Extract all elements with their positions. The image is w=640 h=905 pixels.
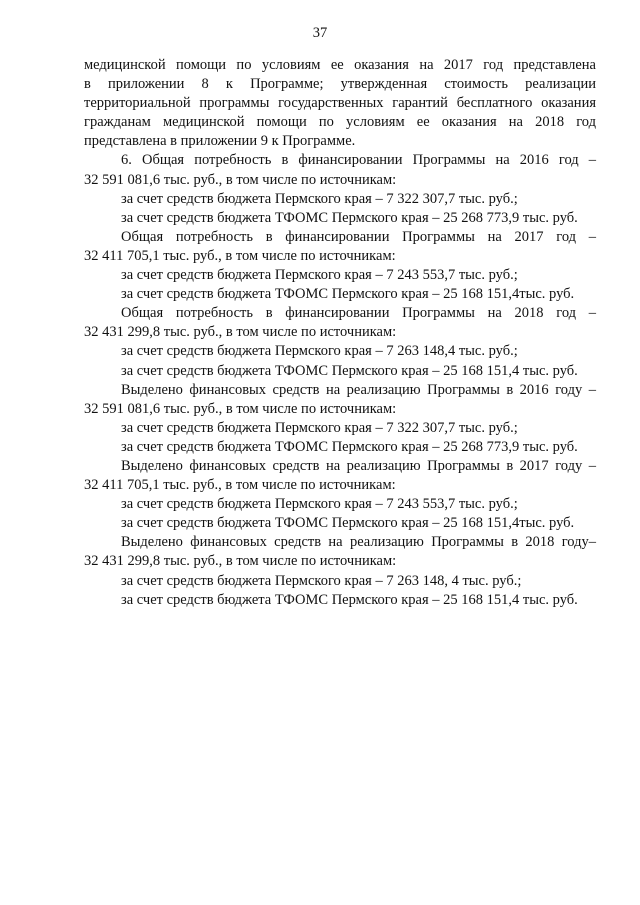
text-line: за счет средств бюджета Пермского края – 7 243 553,7 тыс. руб.; (121, 267, 518, 284)
text-line: за счет средств бюджета Пермского края – 7 322 307,7 тыс. руб.; (121, 419, 518, 436)
text-line: за счет средств бюджета ТФОМС Пермского края – 25 168 151,4 тыс. руб. (121, 362, 578, 379)
text-line: территориальной программы государственных гарантий бесплатного оказания (84, 95, 596, 112)
text-line: в приложении 8 к Программе; утвержденная стоимость реализации (84, 76, 596, 93)
text-line: Общая потребность в финансировании Программы на 2017 год – (121, 228, 596, 245)
text-line: за счет средств бюджета ТФОМС Пермского края – 25 268 773,9 тыс. руб. (121, 438, 578, 455)
text-line: за счет средств бюджета ТФОМС Пермского края – 25 268 773,9 тыс. руб. (121, 209, 578, 226)
page-number: 37 (312, 25, 328, 41)
text-line: 32 591 081,6 тыс. руб., в том числе по источникам: (84, 171, 397, 188)
text-line: за счет средств бюджета Пермского края – 7 263 148,4 тыс. руб.; (121, 343, 518, 360)
document-body (84, 56, 596, 610)
text-line: за счет средств бюджета ТФОМС Пермского края – 25 168 151,4тыс. руб. (121, 515, 575, 532)
text-line: Выделено финансовых средств на реализацию Программы в 2018 году– (121, 534, 596, 551)
text-line: за счет средств бюджета ТФОМС Пермского края – 25 168 151,4тыс. руб. (121, 286, 575, 303)
text-line: гражданам медицинской помощи по условиям ее оказания на 2018 год (84, 114, 596, 131)
text-line: 32 411 705,1 тыс. руб., в том числе по источникам: (84, 247, 396, 264)
text-line: за счет средств бюджета Пермского края – 7 243 553,7 тыс. руб.; (121, 496, 518, 513)
text-line: за счет средств бюджета Пермского края – 7 322 307,7 тыс. руб.; (121, 190, 518, 207)
text-line: Общая потребность в финансировании Программы на 2018 год – (121, 305, 596, 322)
text-line: 6. Общая потребность в финансировании Программы на 2016 год – (121, 152, 596, 169)
text-line: за счет средств бюджета ТФОМС Пермского края – 25 168 151,4 тыс. руб. (121, 591, 578, 608)
text-line: 32 431 299,8 тыс. руб., в том числе по источникам: (84, 324, 397, 341)
text-line: медицинской помощи по условиям ее оказания на 2017 год представлена (84, 57, 596, 73)
text-line: 32 431 299,8 тыс. руб., в том числе по источникам: (84, 553, 397, 570)
text-line: 32 411 705,1 тыс. руб., в том числе по источникам: (84, 477, 396, 494)
text-line: 32 591 081,6 тыс. руб., в том числе по источникам: (84, 400, 397, 417)
text-line: за счет средств бюджета Пермского края – 7 263 148, 4 тыс. руб.; (121, 572, 522, 589)
text-line: представлена в приложении 9 к Программе. (84, 133, 356, 150)
text-line: Выделено финансовых средств на реализацию Программы в 2016 году – (121, 381, 596, 398)
text-line: Выделено финансовых средств на реализацию Программы в 2017 году – (121, 457, 596, 474)
